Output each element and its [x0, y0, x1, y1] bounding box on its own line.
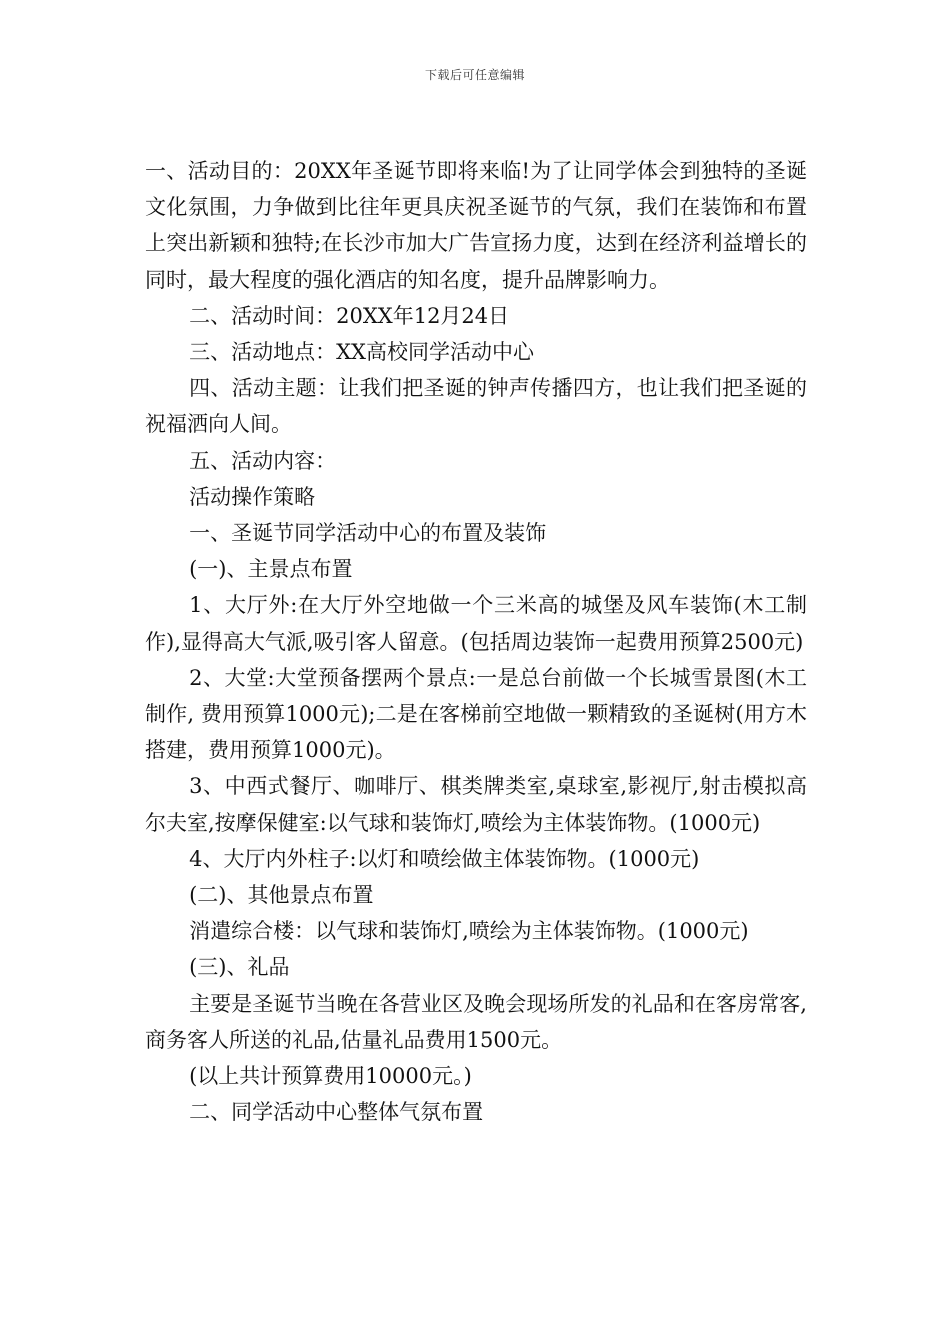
section-heading-decoration: 一、圣诞节同学活动中心的布置及装饰: [189, 521, 547, 546]
header-note: 下载后可任意编辑: [424, 68, 525, 82]
paragraph-hall-exterior: 1、大厅外:在大厅外空地做一个三米高的城堡及风车装饰(木工制作),显得高大气派,吸引客人留意。(包括周边装饰一起费用预算2500元): [145, 593, 807, 654]
paragraph-lobby: 2、大堂:大堂预备摆两个景点:一是总台前做一个长城雪景图(木工制作, 费用预算1000元);二是在客梯前空地做一颗精致的圣诞树(用方木搭建，费用预算1000元)。: [145, 665, 807, 763]
subsection-heading-other-spots: (二)、其他景点布置: [189, 883, 374, 908]
paragraph-time: 二、活动时间：20XX年12月24日: [189, 303, 510, 328]
paragraph-location: 三、活动地点：XX高校同学活动中心: [189, 340, 534, 365]
paragraph-budget-total: (以上共计预算费用10000元。): [189, 1064, 472, 1089]
paragraph-pillars: 4、大厅内外柱子:以灯和喷绘做主体装饰物。(1000元): [189, 846, 700, 871]
paragraph-leisure-building: 消遣综合楼：以气球和装饰灯,喷绘为主体装饰物。(1000元): [189, 919, 749, 944]
document-body: [145, 153, 807, 1130]
paragraph-content-heading: 五、活动内容：: [189, 448, 337, 473]
paragraph-strategy-heading: 活动操作策略: [189, 484, 316, 509]
paragraph-purpose: 一、活动目的：20XX年圣诞节即将来临!为了让同学体会到独特的圣诞文化氛围，力争做到比往年更具庆祝圣诞节的气氛，我们在装饰和布置上突出新颖和独特;在长沙市加大广告宣扬力度，达到在经济利益增长的同时，最大程度的强化酒店的知名度，提升品牌影响力。: [145, 159, 807, 292]
subsection-heading-gifts: (三)、礼品: [189, 955, 290, 980]
subsection-heading-main-spots: (一)、主景点布置: [189, 557, 353, 582]
paragraph-theme: 四、活动主题：让我们把圣诞的钟声传播四方，也让我们把圣诞的祝福洒向人间。: [145, 376, 807, 437]
section-heading-atmosphere: 二、同学活动中心整体气氛布置: [189, 1100, 484, 1125]
paragraph-gifts: 主要是圣诞节当晚在各营业区及晚会现场所发的礼品和在客房常客,商务客人所送的礼品,估量礼品费用1500元。: [145, 991, 807, 1052]
paragraph-restaurants: 3、中西式餐厅、咖啡厅、棋类牌类室,桌球室,影视厅,射击模拟高尔夫室,按摩保健室:以气球和装饰灯,喷绘为主体装饰物。(1000元): [145, 774, 807, 835]
